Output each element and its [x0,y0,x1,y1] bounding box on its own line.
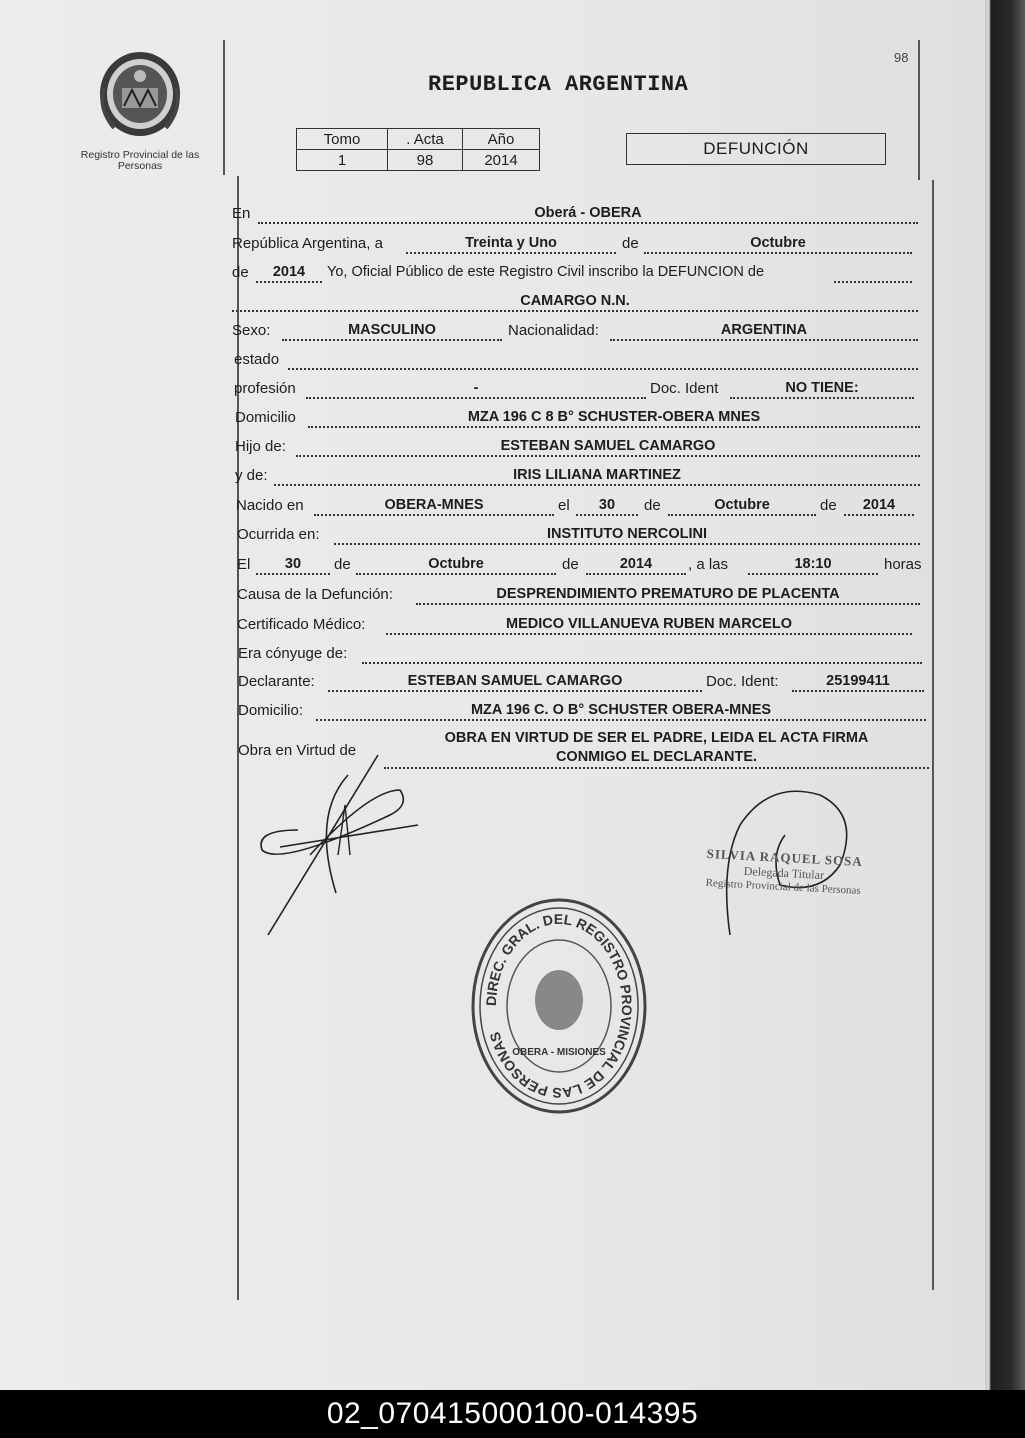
conyuge-value [362,645,922,664]
anio-header: Año [463,129,540,150]
el-year: 2014 [586,556,686,575]
obra-line-1: OBRA EN VIRTUD DE SER EL PADRE, LEIDA EL ACTA FIRMA [444,730,869,746]
certificado-value: MEDICO VILLANUEVA RUBEN MARCELO [386,616,912,635]
obra-dots [384,750,929,769]
official-title: Delegada Titular [743,863,825,883]
row-en [232,205,922,227]
row-hijo-de [232,438,922,460]
domicilio2-label: Domicilio: [238,702,304,719]
row-el [232,556,922,578]
row-profesion [232,380,922,402]
anio-value: 2014 [463,150,540,171]
nacionalidad-value: ARGENTINA [610,322,918,341]
declarant-signature [250,745,430,945]
tomo-header: Tomo [297,129,388,150]
estado-value [288,351,918,370]
document-title: REPUBLICA ARGENTINA [428,72,689,97]
el-day: 30 [256,556,330,575]
acta-value: 98 [388,150,463,171]
domicilio2-value: MZA 196 C. O B° SCHUSTER OBERA-MNES [316,702,926,721]
row-certificado [232,616,922,638]
declarante-doc-label: Doc. Ident: [706,673,779,690]
deceased-name: CAMARGO N.N. [232,293,918,312]
seal-outer-text: DIREC. GRAL. DEL REGISTRO PROVINCIAL DE LAS PERSONAS [482,910,636,1102]
official-name: SILVIA RAQUEL SOSA [706,845,864,870]
el-month: Octubre [356,556,556,575]
row-y-de [232,467,922,489]
causa-label: Causa de la Defunción: [237,586,393,603]
nacido-el-label: el [558,497,570,514]
republica-day: Treinta y Uno [406,235,616,254]
row-name [232,293,922,315]
doc-ident-value: NO TIENE: [730,380,914,399]
ocurrida-value: INSTITUTO NERCOLINI [334,526,920,545]
nacido-de2-label: de [820,497,837,514]
nacido-place: OBERA-MNES [314,497,554,516]
el-time: 18:10 [748,556,878,575]
conyuge-label: Era cónyuge de: [238,645,348,662]
declarante-label: Declarante: [238,673,315,690]
nacido-day: 30 [576,497,638,516]
acta-header: . Acta [388,129,463,150]
nacido-label: Nacido en [236,497,304,514]
obra-label: Obra en Virtud de [238,742,357,759]
y-de-label: y de: [235,467,268,484]
official-office: Registro Provincial de las Personas [705,876,861,898]
en-label: En [232,205,251,222]
republica-label: República Argentina, a [232,235,383,252]
domicilio-label: Domicilio [235,409,296,426]
nacido-month: Octubre [668,497,816,516]
anio-text: Yo, Oficial Público de este Registro Civil inscribo la DEFUNCION de [327,264,765,280]
row-causa [232,586,922,608]
el-label: El [237,556,251,573]
tomo-value: 1 [297,150,388,171]
row-republica [232,235,922,257]
row-conyuge [232,645,922,667]
hijo-de-value: ESTEBAN SAMUEL CAMARGO [296,438,920,457]
row-ocurrida [232,526,922,548]
el-horas-label: horas [884,556,922,573]
profesion-label: profesión [234,380,296,397]
margin-line-right-top [918,40,920,180]
official-seal [466,895,652,1117]
margin-line-left-top [223,40,225,175]
y-de-value: IRIS LILIANA MARTINEZ [274,467,920,486]
anio-de-label: de [232,264,249,281]
declarante-value: ESTEBAN SAMUEL CAMARGO [328,673,702,692]
margin-line-left [237,176,239,1300]
nacido-de-label: de [644,497,661,514]
domicilio-value: MZA 196 C 8 B° SCHUSTER-OBERA MNES [308,409,920,428]
el-de-label: de [334,556,351,573]
row-nacido [232,497,922,519]
document-id-bar [0,1390,1025,1438]
record-table-value-row [297,150,540,171]
profesion-value: - [306,380,646,399]
row-declarante [232,673,922,695]
republica-month: Octubre [644,235,912,254]
page-number: 98 [894,50,909,65]
anio-dots [834,264,912,283]
hijo-de-label: Hijo de: [235,438,286,455]
el-de2-label: de [562,556,579,573]
doc-ident-label: Doc. Ident [650,380,719,397]
row-sexo [232,322,922,344]
row-domicilio [232,409,922,431]
sexo-value: MASCULINO [282,322,502,341]
provincial-crest-logo [94,48,186,140]
nacionalidad-label: Nacionalidad: [508,322,599,339]
estado-label: estado [234,351,280,368]
record-table-header-row [297,129,540,150]
document-id: 02_070415000100-014395 [326,1397,699,1430]
el-alas-label: , a las [688,556,729,573]
binder-edge [985,0,1025,1390]
en-value: Oberá - OBERA [258,205,918,224]
sexo-label: Sexo: [232,322,271,339]
row-domicilio2 [232,702,922,724]
row-anio [232,264,922,286]
certificado-label: Certificado Médico: [237,616,366,633]
ocurrida-label: Ocurrida en: [237,526,320,543]
document-type-box: DEFUNCIÓN [626,133,886,165]
seal-inner-text: OBERA - MISIONES [512,1047,606,1058]
record-table [296,128,540,171]
republica-de-label: de [622,235,639,252]
registry-caption: Registro Provincial de las Personas [80,149,200,172]
obra-line-2: CONMIGO EL DECLARANTE. [555,749,758,765]
row-estado [232,351,922,373]
declarante-doc-value: 25199411 [792,673,924,692]
anio-year: 2014 [256,264,322,283]
nacido-year: 2014 [844,497,914,516]
margin-line-right [932,180,934,1290]
causa-value: DESPRENDIMIENTO PREMATURO DE PLACENTA [416,586,920,605]
